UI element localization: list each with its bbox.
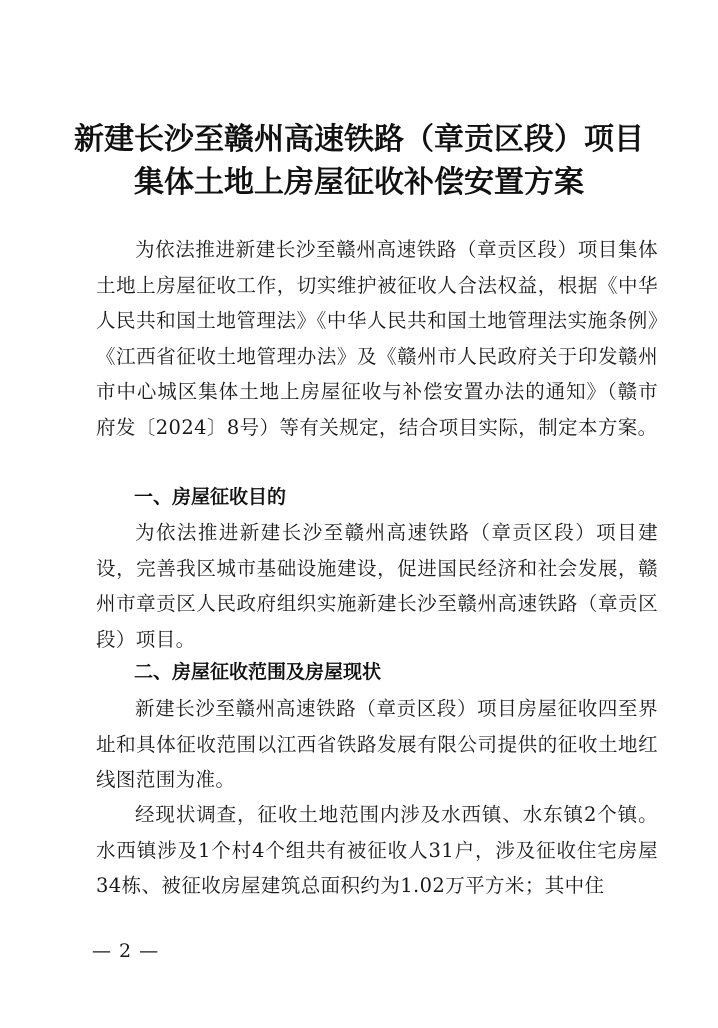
- section-2-paragraph-2: 经现状调查，征收土地范围内涉及水西镇、水东镇2个镇。水西镇涉及1个村4个组共有被征收人31户，涉及征收住宅房屋34栋、被征收房屋建筑总面积约为1.02万平方米；其中住: [96, 803, 658, 897]
- section-1-paragraph: 为依法推进新建长沙至赣州高速铁路（章贡区段）项目建设，完善我区城市基础设施建设，促进国民经济和社会发展，赣州市章贡区人民政府组织实施新建长沙至赣州高速铁路（章贡区段）项目。: [96, 521, 658, 651]
- section-2-heading: 二、房屋征收范围及房屋现状: [134, 661, 382, 683]
- section-2-block-2: [96, 797, 658, 904]
- page-number: — 2 —: [92, 940, 160, 962]
- intro-block: [96, 232, 658, 445]
- document-title-line-2: 集体土地上房屋征收补偿安置方案: [134, 165, 584, 200]
- document-title-line-1: 新建长沙至赣州高速铁路（章贡区段）项目: [74, 122, 644, 157]
- intro-paragraph: 为依法推进新建长沙至赣州高速铁路（章贡区段）项目集体土地上房屋征收工作，切实维护被征收人合法权益，根据《中华人民共和国土地管理法》《中华人民共和国土地管理法实施条例》《江西省征收土地管理办法》及《赣州市人民政府关于印发赣州市中心城区集体土地上房屋征收与补偿安置办法的通知》（赣市府发〔2024〕8号）等有关规定，结合项目实际，制定本方案。: [96, 238, 658, 439]
- section-1-block: [96, 515, 658, 657]
- section-1-heading: 一、房屋征收目的: [134, 486, 287, 508]
- section-2-block-1: [96, 691, 658, 798]
- section-2-paragraph-1: 新建长沙至赣州高速铁路（章贡区段）项目房屋征收四至界址和具体征收范围以江西省铁路发展有限公司提供的征收土地红线图范围为准。: [96, 697, 658, 791]
